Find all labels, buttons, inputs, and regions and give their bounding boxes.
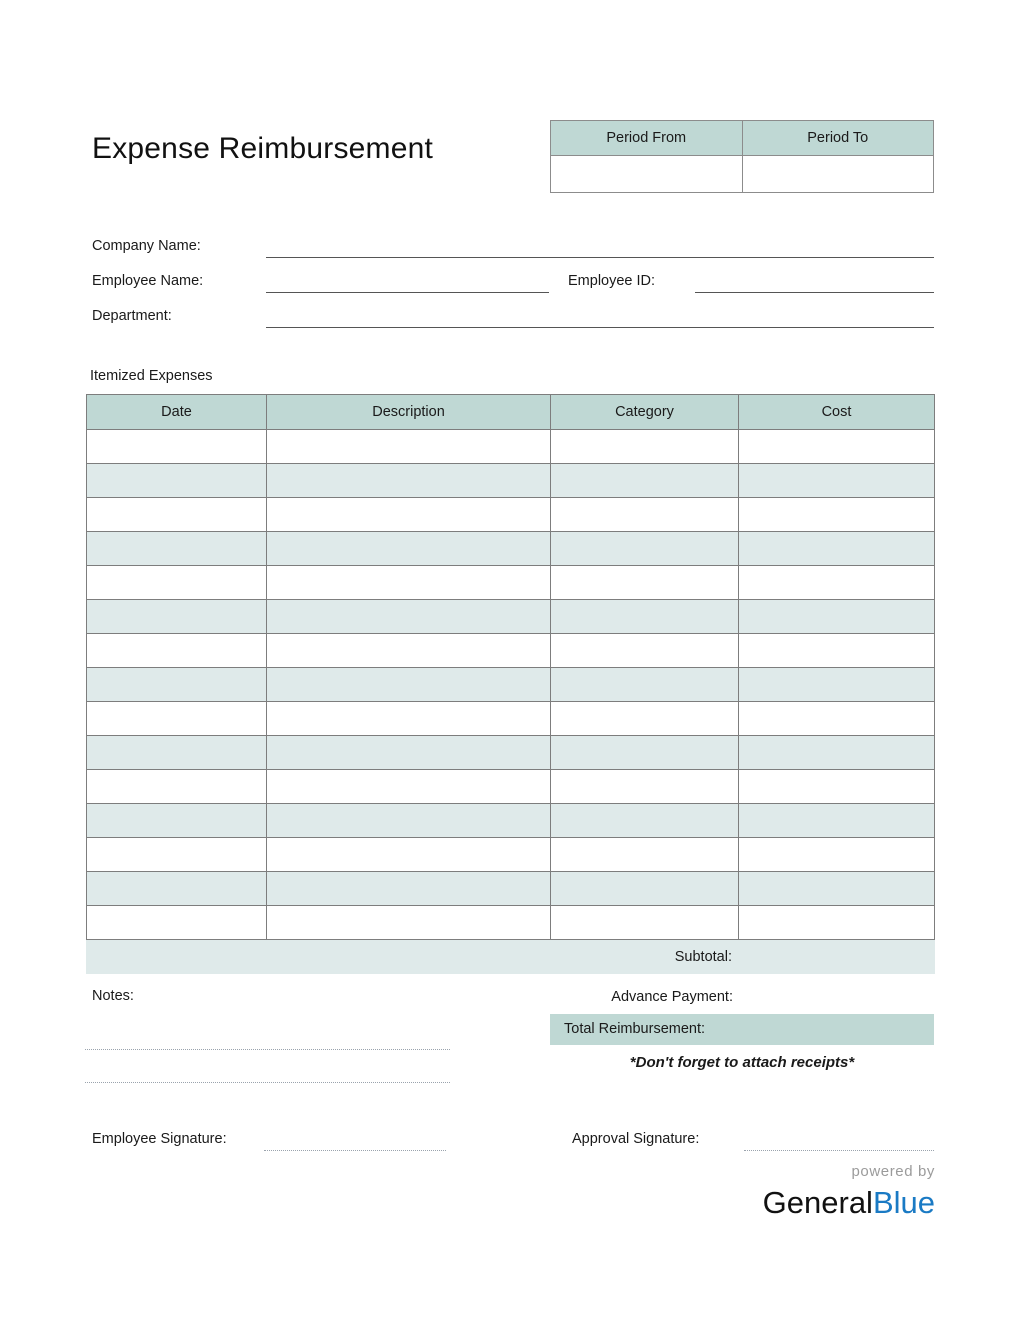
table-row (87, 804, 935, 838)
table-row (87, 668, 935, 702)
cell-category[interactable] (551, 498, 739, 532)
cell-cost[interactable] (739, 804, 935, 838)
logo-text-blue: Blue (872, 1185, 935, 1220)
cell-description[interactable] (267, 634, 551, 668)
attach-receipts-note: *Don't forget to attach receipts* (629, 1054, 855, 1071)
cell-description[interactable] (267, 736, 551, 770)
cell-date[interactable] (87, 600, 267, 634)
table-row (87, 634, 935, 668)
notes-line-1[interactable] (85, 1049, 450, 1050)
table-row (87, 702, 935, 736)
column-header-date: Date (87, 395, 267, 430)
cell-cost[interactable] (739, 702, 935, 736)
approval-signature-label: Approval Signature: (572, 1131, 700, 1147)
table-row (87, 872, 935, 906)
table-row (87, 498, 935, 532)
cell-date[interactable] (87, 668, 267, 702)
cell-description[interactable] (267, 430, 551, 464)
column-header-description: Description (267, 395, 551, 430)
total-reimbursement-label: Total Reimbursement: (564, 1021, 706, 1037)
cell-cost[interactable] (739, 906, 935, 940)
table-row (87, 838, 935, 872)
cell-description[interactable] (267, 906, 551, 940)
cell-date[interactable] (87, 532, 267, 566)
cell-date[interactable] (87, 702, 267, 736)
cell-cost[interactable] (739, 430, 935, 464)
employee-id-label: Employee ID: (568, 273, 656, 289)
notes-label: Notes: (92, 988, 134, 1004)
cell-date[interactable] (87, 838, 267, 872)
cell-description[interactable] (267, 566, 551, 600)
cell-cost[interactable] (739, 464, 935, 498)
cell-category[interactable] (551, 430, 739, 464)
cell-date[interactable] (87, 872, 267, 906)
table-row (87, 532, 935, 566)
period-from-input[interactable] (551, 156, 743, 193)
generalblue-logo (560, 1185, 935, 1221)
company-name-label: Company Name: (92, 238, 201, 254)
cell-cost[interactable] (739, 736, 935, 770)
table-row (87, 600, 935, 634)
cell-description[interactable] (267, 770, 551, 804)
subtotal-label: Subtotal: (87, 940, 739, 974)
cell-description[interactable] (267, 838, 551, 872)
cell-cost[interactable] (739, 600, 935, 634)
period-table (550, 120, 934, 193)
cell-description[interactable] (267, 668, 551, 702)
table-row (87, 736, 935, 770)
notes-line-2[interactable] (85, 1082, 450, 1083)
cell-category[interactable] (551, 464, 739, 498)
itemized-expenses-table (86, 394, 935, 974)
period-to-input[interactable] (742, 156, 934, 193)
cell-cost[interactable] (739, 532, 935, 566)
table-row (87, 770, 935, 804)
cell-date[interactable] (87, 634, 267, 668)
cell-description[interactable] (267, 872, 551, 906)
cell-category[interactable] (551, 906, 739, 940)
subtotal-row (87, 940, 935, 974)
advance-payment-label: Advance Payment: (611, 989, 733, 1005)
subtotal-value[interactable] (739, 940, 935, 974)
cell-category[interactable] (551, 634, 739, 668)
table-row (87, 464, 935, 498)
cell-cost[interactable] (739, 566, 935, 600)
cell-date[interactable] (87, 770, 267, 804)
cell-date[interactable] (87, 804, 267, 838)
cell-description[interactable] (267, 498, 551, 532)
cell-category[interactable] (551, 872, 739, 906)
cell-category[interactable] (551, 804, 739, 838)
cell-category[interactable] (551, 838, 739, 872)
cell-date[interactable] (87, 430, 267, 464)
cell-description[interactable] (267, 464, 551, 498)
cell-date[interactable] (87, 566, 267, 600)
total-reimbursement-row (550, 1014, 934, 1045)
period-header-row (551, 121, 934, 156)
employee-name-input[interactable] (266, 292, 549, 293)
cell-cost[interactable] (739, 872, 935, 906)
expense-header-row (87, 395, 935, 430)
employee-signature-label: Employee Signature: (92, 1131, 227, 1147)
cell-category[interactable] (551, 702, 739, 736)
cell-description[interactable] (267, 600, 551, 634)
table-row (87, 906, 935, 940)
cell-category[interactable] (551, 566, 739, 600)
cell-date[interactable] (87, 906, 267, 940)
cell-category[interactable] (551, 668, 739, 702)
cell-description[interactable] (267, 532, 551, 566)
cell-cost[interactable] (739, 668, 935, 702)
cell-cost[interactable] (739, 770, 935, 804)
cell-category[interactable] (551, 770, 739, 804)
cell-description[interactable] (267, 804, 551, 838)
cell-category[interactable] (551, 532, 739, 566)
cell-date[interactable] (87, 736, 267, 770)
advance-payment-row (550, 982, 934, 1012)
cell-cost[interactable] (739, 634, 935, 668)
column-header-cost: Cost (739, 395, 935, 430)
department-label: Department: (92, 308, 172, 324)
department-input[interactable] (266, 327, 934, 328)
page-title: Expense Reimbursement (92, 132, 434, 165)
cell-date[interactable] (87, 464, 267, 498)
employee-id-input[interactable] (695, 292, 934, 293)
cell-description[interactable] (267, 702, 551, 736)
period-from-header: Period From (551, 121, 743, 156)
cell-category[interactable] (551, 736, 739, 770)
column-header-category: Category (551, 395, 739, 430)
table-row (87, 430, 935, 464)
cell-date[interactable] (87, 498, 267, 532)
cell-cost[interactable] (739, 838, 935, 872)
employee-name-label: Employee Name: (92, 273, 204, 289)
powered-by-label: powered by (851, 1163, 935, 1180)
approval-signature-input[interactable] (744, 1150, 934, 1151)
logo-text-general: General (762, 1185, 873, 1220)
table-row (87, 566, 935, 600)
cell-category[interactable] (551, 600, 739, 634)
cell-cost[interactable] (739, 498, 935, 532)
company-name-input[interactable] (266, 257, 934, 258)
employee-signature-input[interactable] (264, 1150, 446, 1151)
period-value-row (551, 156, 934, 193)
itemized-expenses-label: Itemized Expenses (90, 368, 213, 384)
period-to-header: Period To (742, 121, 934, 156)
